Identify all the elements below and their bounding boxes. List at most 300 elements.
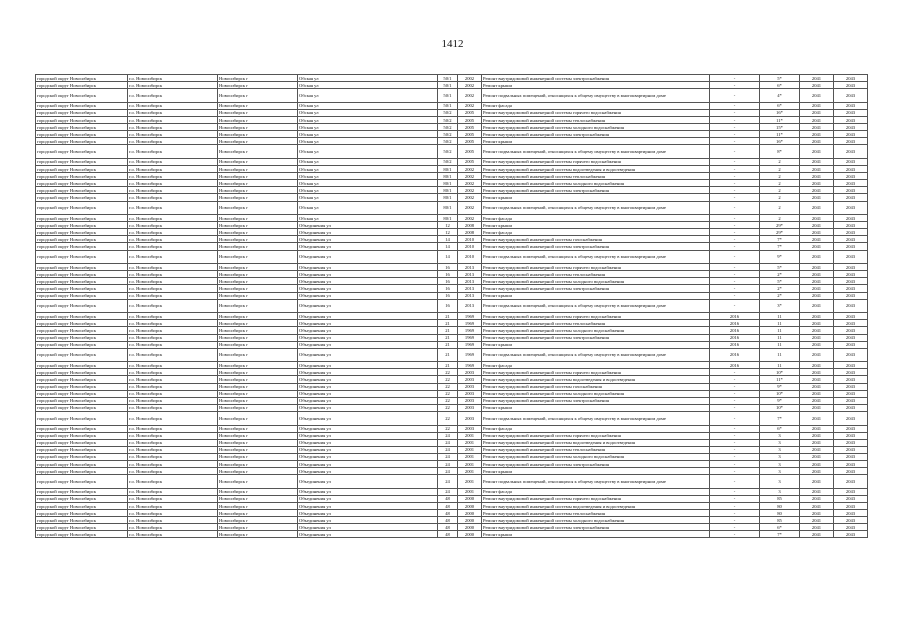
city-cell: Новосибирск г (218, 327, 298, 334)
end-year-cell: 2043 (834, 201, 868, 215)
wear-cell: 5* (760, 75, 800, 82)
work-type-cell: Ремонт крыши (482, 222, 710, 229)
street-cell: Объединения ул (298, 334, 438, 341)
table-row (36, 432, 868, 439)
start-year-cell: 2041 (800, 531, 834, 538)
municipality-cell: городской округ Новосибирск (36, 158, 128, 165)
wear-cell: 2 (760, 194, 800, 201)
street-cell: Объединения ул (298, 397, 438, 404)
house-cell: 50/1 (438, 89, 458, 103)
municipality-cell: городской округ Новосибирск (36, 222, 128, 229)
work-type-cell: Ремонт внутридомовой инженерной системы горячего водоснабжения (482, 109, 710, 116)
end-year-cell: 2043 (834, 383, 868, 390)
year-built-cell: 2013 (458, 271, 482, 278)
municipality-cell: городской округ Новосибирск (36, 425, 128, 432)
house-cell: 48 (438, 495, 458, 502)
year-built-cell: 2002 (458, 187, 482, 194)
municipality-cell: городской округ Новосибирск (36, 376, 128, 383)
house-cell: 48 (438, 502, 458, 509)
end-year-cell: 2043 (834, 439, 868, 446)
work-type-cell: Ремонт крыши (482, 292, 710, 299)
end-year-cell: 2043 (834, 236, 868, 243)
year-built-cell: 2001 (458, 468, 482, 475)
street-cell: Объединения ул (298, 278, 438, 285)
city-cell: Новосибирск г (218, 341, 298, 348)
start-year-cell: 2041 (800, 320, 834, 327)
last-repair-cell: - (710, 158, 760, 165)
municipality-cell: городской округ Новосибирск (36, 495, 128, 502)
municipality-cell: городской округ Новосибирск (36, 439, 128, 446)
street-cell: Объединения ул (298, 502, 438, 509)
last-repair-cell: - (710, 75, 760, 82)
start-year-cell: 2041 (800, 299, 834, 313)
last-repair-cell: - (710, 453, 760, 460)
start-year-cell: 2041 (800, 222, 834, 229)
table-row (36, 468, 868, 475)
street-cell: Объединения ул (298, 510, 438, 517)
city-cell: Новосибирск г (218, 446, 298, 453)
wear-cell: 11 (760, 313, 800, 320)
house-cell: 21 (438, 348, 458, 362)
last-repair-cell: - (710, 89, 760, 103)
last-repair-cell: 2016 (710, 320, 760, 327)
last-repair-cell: - (710, 229, 760, 236)
work-type-cell: Ремонт крыши (482, 468, 710, 475)
city-cell: Новосибирск г (218, 475, 298, 489)
municipality-cell: городской округ Новосибирск (36, 236, 128, 243)
municipality-cell: городской округ Новосибирск (36, 116, 128, 123)
city-cell: Новосибирск г (218, 488, 298, 495)
city-cell: Новосибирск г (218, 131, 298, 138)
house-cell: 80/1 (438, 166, 458, 173)
table-row (36, 390, 868, 397)
work-type-cell: Ремонт подвальных помещений, относящихся к общему имуществу в многоквартирном доме (482, 299, 710, 313)
municipality-cell: городской округ Новосибирск (36, 531, 128, 538)
end-year-cell: 2043 (834, 468, 868, 475)
street-cell: Обская ул (298, 145, 438, 159)
start-year-cell: 2041 (800, 201, 834, 215)
house-cell: 50/2 (438, 116, 458, 123)
work-type-cell: Ремонт подвальных помещений, относящихся к общему имуществу в многоквартирном доме (482, 475, 710, 489)
end-year-cell: 2043 (834, 278, 868, 285)
municipality-cell: городской округ Новосибирск (36, 271, 128, 278)
wear-cell: 3 (760, 453, 800, 460)
city-cell: Новосибирск г (218, 215, 298, 222)
street-cell: Обская ул (298, 102, 438, 109)
settlement-cell: г.о. Новосибирск (128, 187, 218, 194)
city-cell: Новосибирск г (218, 173, 298, 180)
end-year-cell: 2043 (834, 432, 868, 439)
end-year-cell: 2043 (834, 411, 868, 425)
municipality-cell: городской округ Новосибирск (36, 320, 128, 327)
end-year-cell: 2043 (834, 404, 868, 411)
last-repair-cell: - (710, 116, 760, 123)
settlement-cell: г.о. Новосибирск (128, 75, 218, 82)
end-year-cell: 2043 (834, 502, 868, 509)
municipality-cell: городской округ Новосибирск (36, 124, 128, 131)
work-type-cell: Ремонт внутридомовой инженерной системы горячего водоснабжения (482, 432, 710, 439)
start-year-cell: 2041 (800, 432, 834, 439)
year-built-cell: 2008 (458, 229, 482, 236)
wear-cell: 5* (760, 264, 800, 271)
wear-cell: 11 (760, 362, 800, 369)
wear-cell: 6* (760, 524, 800, 531)
end-year-cell: 2043 (834, 376, 868, 383)
start-year-cell: 2041 (800, 348, 834, 362)
work-type-cell: Ремонт внутридомовой инженерной системы водоотведения и водоотведения (482, 166, 710, 173)
work-type-cell: Ремонт внутридомовой инженерной системы горячего водоснабжения (482, 495, 710, 502)
end-year-cell: 2043 (834, 82, 868, 89)
street-cell: Объединения ул (298, 222, 438, 229)
end-year-cell: 2043 (834, 362, 868, 369)
start-year-cell: 2041 (800, 173, 834, 180)
end-year-cell: 2043 (834, 89, 868, 103)
start-year-cell: 2041 (800, 187, 834, 194)
municipality-cell: городской округ Новосибирск (36, 138, 128, 145)
work-type-cell: Ремонт внутридомовой инженерной системы электроснабжения (482, 524, 710, 531)
house-cell: 16 (438, 285, 458, 292)
year-built-cell: 2000 (458, 531, 482, 538)
end-year-cell: 2043 (834, 327, 868, 334)
year-built-cell: 2001 (458, 453, 482, 460)
house-cell: 12 (438, 222, 458, 229)
wear-cell: 11* (760, 116, 800, 123)
house-cell: 22 (438, 390, 458, 397)
settlement-cell: г.о. Новосибирск (128, 439, 218, 446)
table-row (36, 166, 868, 173)
work-type-cell: Ремонт внутридомовой инженерной системы холодного водоснабжения (482, 278, 710, 285)
street-cell: Объединения ул (298, 404, 438, 411)
settlement-cell: г.о. Новосибирск (128, 236, 218, 243)
end-year-cell: 2043 (834, 194, 868, 201)
work-type-cell: Ремонт внутридомовой инженерной системы водоотведения и водоотведения (482, 502, 710, 509)
house-cell: 22 (438, 404, 458, 411)
wear-cell: 9* (760, 383, 800, 390)
work-type-cell: Ремонт подвальных помещений, относящихся к общему имуществу в многоквартирном доме (482, 250, 710, 264)
street-cell: Объединения ул (298, 250, 438, 264)
house-cell: 24 (438, 475, 458, 489)
street-cell: Объединения ул (298, 453, 438, 460)
table-row (36, 475, 868, 489)
house-cell: 50/2 (438, 145, 458, 159)
street-cell: Объединения ул (298, 390, 438, 397)
city-cell: Новосибирск г (218, 348, 298, 362)
wear-cell: 3 (760, 446, 800, 453)
table-row (36, 89, 868, 103)
wear-cell: 7* (760, 243, 800, 250)
table-row (36, 222, 868, 229)
start-year-cell: 2041 (800, 75, 834, 82)
year-built-cell: 2010 (458, 243, 482, 250)
wear-cell: 10* (760, 404, 800, 411)
work-type-cell: Ремонт внутридомовой инженерной системы электроснабжения (482, 187, 710, 194)
table-row (36, 116, 868, 123)
street-cell: Объединения ул (298, 313, 438, 320)
year-built-cell: 2002 (458, 82, 482, 89)
wear-cell: 2 (760, 166, 800, 173)
end-year-cell: 2043 (834, 524, 868, 531)
street-cell: Обская ул (298, 173, 438, 180)
settlement-cell: г.о. Новосибирск (128, 82, 218, 89)
year-built-cell: 2013 (458, 299, 482, 313)
start-year-cell: 2041 (800, 194, 834, 201)
year-built-cell: 2005 (458, 116, 482, 123)
work-type-cell: Ремонт подвальных помещений, относящихся к общему имуществу в многоквартирном доме (482, 201, 710, 215)
start-year-cell: 2041 (800, 453, 834, 460)
work-type-cell: Ремонт фасада (482, 229, 710, 236)
start-year-cell: 2041 (800, 313, 834, 320)
start-year-cell: 2041 (800, 397, 834, 404)
settlement-cell: г.о. Новосибирск (128, 299, 218, 313)
year-built-cell: 2002 (458, 215, 482, 222)
year-built-cell: 2013 (458, 278, 482, 285)
municipality-cell: городской округ Новосибирск (36, 264, 128, 271)
work-type-cell: Ремонт внутридомовой инженерной системы теплоснабжения (482, 510, 710, 517)
street-cell: Обская ул (298, 116, 438, 123)
settlement-cell: г.о. Новосибирск (128, 109, 218, 116)
year-built-cell: 2001 (458, 461, 482, 468)
municipality-cell: городской округ Новосибирск (36, 89, 128, 103)
municipality-cell: городской округ Новосибирск (36, 524, 128, 531)
municipality-cell: городской округ Новосибирск (36, 109, 128, 116)
year-built-cell: 2005 (458, 131, 482, 138)
wear-cell: 3 (760, 475, 800, 489)
end-year-cell: 2043 (834, 292, 868, 299)
year-built-cell: 2003 (458, 383, 482, 390)
last-repair-cell: - (710, 138, 760, 145)
street-cell: Объединения ул (298, 341, 438, 348)
table-row (36, 517, 868, 524)
end-year-cell: 2043 (834, 446, 868, 453)
house-cell: 50/2 (438, 158, 458, 165)
street-cell: Объединения ул (298, 475, 438, 489)
last-repair-cell: - (710, 215, 760, 222)
table-row (36, 75, 868, 82)
last-repair-cell: - (710, 488, 760, 495)
work-type-cell: Ремонт внутридомовой инженерной системы холодного водоснабжения (482, 517, 710, 524)
wear-cell: 16* (760, 109, 800, 116)
table-row (36, 109, 868, 116)
settlement-cell: г.о. Новосибирск (128, 475, 218, 489)
year-built-cell: 2005 (458, 109, 482, 116)
year-built-cell: 2005 (458, 138, 482, 145)
city-cell: Новосибирск г (218, 425, 298, 432)
table-body (36, 75, 868, 538)
city-cell: Новосибирск г (218, 376, 298, 383)
wear-cell: 11* (760, 376, 800, 383)
table-row (36, 250, 868, 264)
street-cell: Объединения ул (298, 236, 438, 243)
settlement-cell: г.о. Новосибирск (128, 397, 218, 404)
settlement-cell: г.о. Новосибирск (128, 271, 218, 278)
street-cell: Обская ул (298, 109, 438, 116)
end-year-cell: 2043 (834, 299, 868, 313)
house-cell: 48 (438, 510, 458, 517)
settlement-cell: г.о. Новосибирск (128, 313, 218, 320)
municipality-cell: городской округ Новосибирск (36, 313, 128, 320)
last-repair-cell: 2016 (710, 327, 760, 334)
municipality-cell: городской округ Новосибирск (36, 341, 128, 348)
wear-cell: 3 (760, 439, 800, 446)
end-year-cell: 2043 (834, 313, 868, 320)
settlement-cell: г.о. Новосибирск (128, 215, 218, 222)
wear-cell: 2 (760, 187, 800, 194)
last-repair-cell: - (710, 495, 760, 502)
street-cell: Объединения ул (298, 369, 438, 376)
start-year-cell: 2041 (800, 383, 834, 390)
settlement-cell: г.о. Новосибирск (128, 131, 218, 138)
street-cell: Объединения ул (298, 264, 438, 271)
table-row (36, 376, 868, 383)
wear-cell: 29* (760, 222, 800, 229)
last-repair-cell: - (710, 510, 760, 517)
year-built-cell: 2001 (458, 475, 482, 489)
street-cell: Объединения ул (298, 461, 438, 468)
last-repair-cell: - (710, 222, 760, 229)
table-row (36, 510, 868, 517)
last-repair-cell: - (710, 82, 760, 89)
city-cell: Новосибирск г (218, 517, 298, 524)
work-type-cell: Ремонт внутридомовой инженерной системы холодного водоснабжения (482, 327, 710, 334)
street-cell: Объединения ул (298, 271, 438, 278)
table-row (36, 138, 868, 145)
start-year-cell: 2041 (800, 292, 834, 299)
wear-cell: 9* (760, 397, 800, 404)
table-row (36, 411, 868, 425)
wear-cell: 2 (760, 201, 800, 215)
table-row (36, 271, 868, 278)
street-cell: Объединения ул (298, 383, 438, 390)
settlement-cell: г.о. Новосибирск (128, 468, 218, 475)
work-type-cell: Ремонт внутридомовой инженерной системы электроснабжения (482, 75, 710, 82)
end-year-cell: 2043 (834, 390, 868, 397)
work-type-cell: Ремонт внутридомовой инженерной системы теплоснабжения (482, 116, 710, 123)
last-repair-cell: - (710, 278, 760, 285)
settlement-cell: г.о. Новосибирск (128, 453, 218, 460)
end-year-cell: 2043 (834, 131, 868, 138)
street-cell: Объединения ул (298, 425, 438, 432)
municipality-cell: городской округ Новосибирск (36, 299, 128, 313)
municipality-cell: городской округ Новосибирск (36, 390, 128, 397)
last-repair-cell: - (710, 250, 760, 264)
municipality-cell: городской округ Новосибирск (36, 446, 128, 453)
settlement-cell: г.о. Новосибирск (128, 531, 218, 538)
wear-cell: 8* (760, 145, 800, 159)
wear-cell: 2* (760, 271, 800, 278)
municipality-cell: городской округ Новосибирск (36, 82, 128, 89)
street-cell: Обская ул (298, 194, 438, 201)
house-cell: 24 (438, 432, 458, 439)
table-row (36, 173, 868, 180)
table-row (36, 313, 868, 320)
house-cell: 16 (438, 278, 458, 285)
settlement-cell: г.о. Новосибирск (128, 124, 218, 131)
end-year-cell: 2043 (834, 369, 868, 376)
last-repair-cell: - (710, 397, 760, 404)
street-cell: Объединения ул (298, 524, 438, 531)
settlement-cell: г.о. Новосибирск (128, 461, 218, 468)
start-year-cell: 2041 (800, 89, 834, 103)
house-cell: 12 (438, 229, 458, 236)
municipality-cell: городской округ Новосибирск (36, 468, 128, 475)
work-type-cell: Ремонт внутридомовой инженерной системы газоснабжения (482, 236, 710, 243)
house-cell: 80/1 (438, 194, 458, 201)
last-repair-cell: - (710, 524, 760, 531)
table-row (36, 502, 868, 509)
last-repair-cell: - (710, 236, 760, 243)
table-row (36, 348, 868, 362)
last-repair-cell: - (710, 369, 760, 376)
work-type-cell: Ремонт крыши (482, 341, 710, 348)
settlement-cell: г.о. Новосибирск (128, 327, 218, 334)
city-cell: Новосибирск г (218, 320, 298, 327)
street-cell: Обская ул (298, 215, 438, 222)
city-cell: Новосибирск г (218, 236, 298, 243)
wear-cell: 4* (760, 89, 800, 103)
year-built-cell: 2003 (458, 404, 482, 411)
year-built-cell: 2003 (458, 390, 482, 397)
work-type-cell: Ремонт фасада (482, 362, 710, 369)
city-cell: Новосибирск г (218, 299, 298, 313)
house-cell: 22 (438, 397, 458, 404)
street-cell: Объединения ул (298, 243, 438, 250)
work-type-cell: Ремонт внутридомовой инженерной системы холодного водоснабжения (482, 390, 710, 397)
end-year-cell: 2043 (834, 138, 868, 145)
table-row (36, 278, 868, 285)
year-built-cell: 2002 (458, 89, 482, 103)
year-built-cell: 2002 (458, 201, 482, 215)
wear-cell: 2 (760, 215, 800, 222)
municipality-cell: городской округ Новосибирск (36, 201, 128, 215)
start-year-cell: 2041 (800, 404, 834, 411)
last-repair-cell: - (710, 109, 760, 116)
settlement-cell: г.о. Новосибирск (128, 173, 218, 180)
end-year-cell: 2043 (834, 320, 868, 327)
settlement-cell: г.о. Новосибирск (128, 524, 218, 531)
street-cell: Объединения ул (298, 327, 438, 334)
start-year-cell: 2041 (800, 145, 834, 159)
start-year-cell: 2041 (800, 411, 834, 425)
year-built-cell: 2002 (458, 102, 482, 109)
end-year-cell: 2043 (834, 341, 868, 348)
house-cell: 24 (438, 439, 458, 446)
house-cell: 24 (438, 453, 458, 460)
municipality-cell: городской округ Новосибирск (36, 173, 128, 180)
settlement-cell: г.о. Новосибирск (128, 517, 218, 524)
work-type-cell: Ремонт внутридомовой инженерной системы холодного водоснабжения (482, 180, 710, 187)
settlement-cell: г.о. Новосибирск (128, 376, 218, 383)
end-year-cell: 2043 (834, 517, 868, 524)
street-cell: Объединения ул (298, 320, 438, 327)
city-cell: Новосибирск г (218, 109, 298, 116)
work-type-cell: Ремонт фасада (482, 488, 710, 495)
house-cell: 50/2 (438, 109, 458, 116)
city-cell: Новосибирск г (218, 495, 298, 502)
last-repair-cell: 2016 (710, 348, 760, 362)
table-row (36, 299, 868, 313)
work-type-cell: Ремонт внутридомовой инженерной системы горячего водоснабжения (482, 369, 710, 376)
start-year-cell: 2041 (800, 468, 834, 475)
year-built-cell: 2000 (458, 510, 482, 517)
city-cell: Новосибирск г (218, 411, 298, 425)
street-cell: Обская ул (298, 180, 438, 187)
street-cell: Объединения ул (298, 517, 438, 524)
last-repair-cell: - (710, 102, 760, 109)
city-cell: Новосибирск г (218, 222, 298, 229)
settlement-cell: г.о. Новосибирск (128, 89, 218, 103)
table-row (36, 145, 868, 159)
last-repair-cell: - (710, 432, 760, 439)
